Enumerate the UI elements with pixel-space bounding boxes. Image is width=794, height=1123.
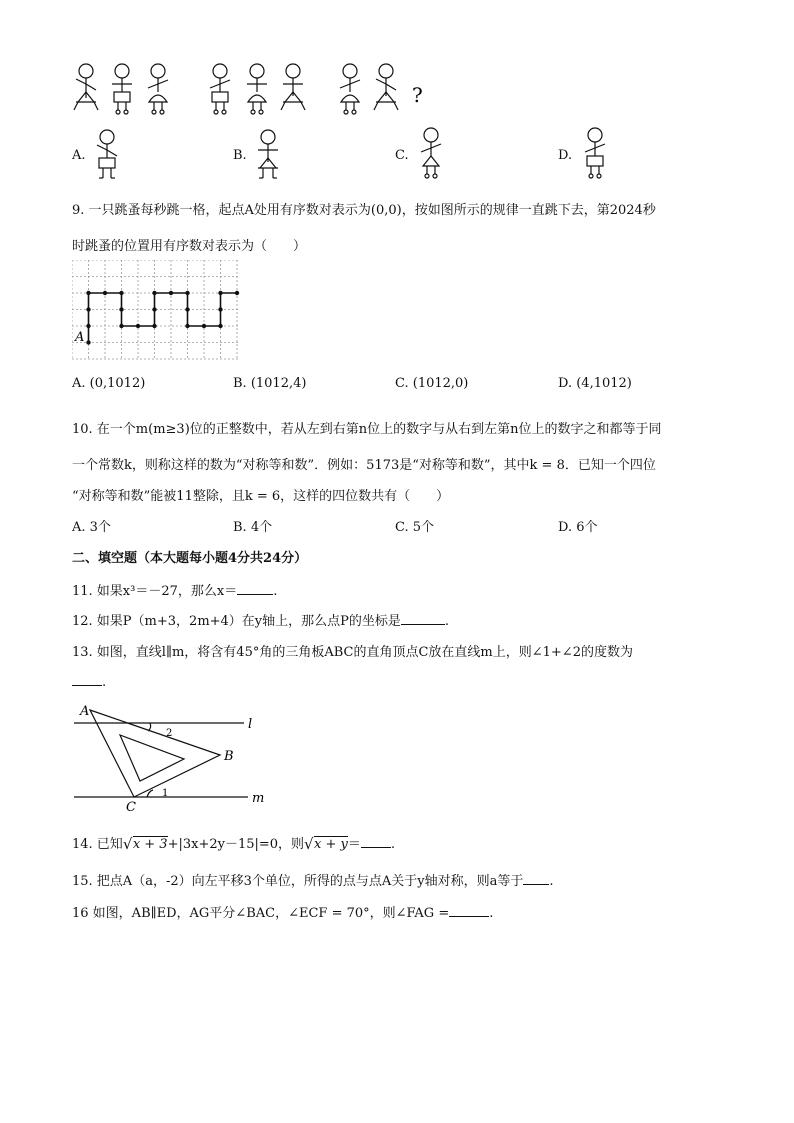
q13-label-angle-2: 2 <box>166 728 173 739</box>
q10-stem-line1: 10. 在一个m(m≥3)位的正整数中，若从左到右第n位上的数字与从右到左第n位上的数字之和都等于同 <box>72 422 662 437</box>
q10-option-c[interactable]: C. 5个 <box>395 520 435 535</box>
q13-line2 <box>72 673 106 690</box>
q13-answer-blank[interactable] <box>72 673 102 686</box>
q13-label-b: B <box>224 749 234 764</box>
q12-text: 12. 如果P（m+3，2m+4）在y轴上，那么点P的坐标是 <box>72 614 401 629</box>
q8-question-mark: ? <box>412 83 423 107</box>
q10-option-a[interactable]: A. 3个 <box>72 520 111 535</box>
q16-text: 16 如图，AB∥ED，AG平分∠BAC，∠ECF = 70°，则∠FAG = <box>72 906 450 921</box>
q16-end: . <box>489 906 494 921</box>
q8-option-a-figure <box>92 128 122 184</box>
q8-option-b-label[interactable]: B. <box>233 148 247 163</box>
q14-mid: +|3x+2y－15|=0，则 <box>167 837 305 852</box>
q11-end: . <box>273 584 278 599</box>
q13-label-c: C <box>126 800 136 814</box>
q9-stem-line2: 时跳蚤的位置用有序数对表示为（ ） <box>72 239 307 254</box>
q14-line <box>72 833 395 852</box>
q14-post: ＝ <box>347 837 361 852</box>
q16-answer-blank[interactable] <box>449 904 489 917</box>
section-2-title: 二、填空题（本大题每小题4分共24分） <box>72 551 308 566</box>
q13-triangle-figure <box>72 698 272 814</box>
q11-answer-blank[interactable] <box>237 582 273 595</box>
q14-answer-blank[interactable] <box>361 835 391 848</box>
q9-option-c[interactable]: C. (1012,0) <box>395 376 469 391</box>
q9-option-a[interactable]: A. (0,1012) <box>72 376 146 391</box>
q8-option-d-figure <box>580 126 610 184</box>
q13-label-m: m <box>252 791 265 806</box>
q9-option-b[interactable]: B. (1012,4) <box>233 376 307 391</box>
q14-radical-2: √ x + y <box>304 835 348 853</box>
q15-answer-blank[interactable] <box>523 872 549 885</box>
q8-option-a-label[interactable]: A. <box>72 148 86 163</box>
q12-answer-blank[interactable] <box>401 612 445 625</box>
q13-label-angle-1: 1 <box>162 788 169 799</box>
q10-stem-line2: 一个常数k，则称这样的数为“对称等和数”．例如：5173是“对称等和数”，其中k = 8．已知一个四位 <box>72 458 656 473</box>
q9-stem-line1: 9. 一只跳蚤每秒跳一格，起点A处用有序数对表示为(0,0)，按如图所示的规律一直跳下去，第2024秒 <box>72 203 656 218</box>
q8-option-d-label[interactable]: D. <box>558 148 573 163</box>
q14-pre: 14. 已知 <box>72 837 123 852</box>
q9-grid-figure <box>72 260 242 360</box>
q14-end: . <box>390 837 396 852</box>
q8-option-c-figure <box>416 126 446 184</box>
q9-option-d[interactable]: D. (4,1012) <box>558 376 632 391</box>
q15-line <box>72 870 554 889</box>
q13-end: . <box>102 675 107 690</box>
q8-option-b-figure <box>253 128 283 184</box>
q8-option-c-label[interactable]: C. <box>395 148 409 163</box>
q13-label-l: l <box>248 717 253 732</box>
q9-grid-label-a: A <box>75 330 85 345</box>
q11-line <box>72 580 277 599</box>
q8-figure-sequence <box>70 62 440 120</box>
q14-radical-1: √ x + 3 <box>122 835 168 853</box>
q10-option-b[interactable]: B. 4个 <box>233 520 273 535</box>
q15-text: 15. 把点A（a，-2）向左平移3个单位，所得的点与点A关于y轴对称，则a等于 <box>72 874 524 889</box>
q10-stem-line3: “对称等和数”能被11整除，且k = 6，这样的四位数共有（ ） <box>72 489 450 504</box>
q11-text: 11. 如果x³＝－27，那么x＝ <box>72 584 238 599</box>
q12-end: . <box>444 614 450 629</box>
q13-label-a: A <box>80 704 90 719</box>
q16-line <box>72 902 493 921</box>
q12-line <box>72 610 449 629</box>
q13-stem-line1: 13. 如图，直线l∥m，将含有45°角的三角板ABC的直角顶点C放在直线m上，则∠1+∠2的度数为 <box>72 645 633 660</box>
q10-option-d[interactable]: D. 6个 <box>558 520 598 535</box>
q15-end: . <box>549 874 554 889</box>
